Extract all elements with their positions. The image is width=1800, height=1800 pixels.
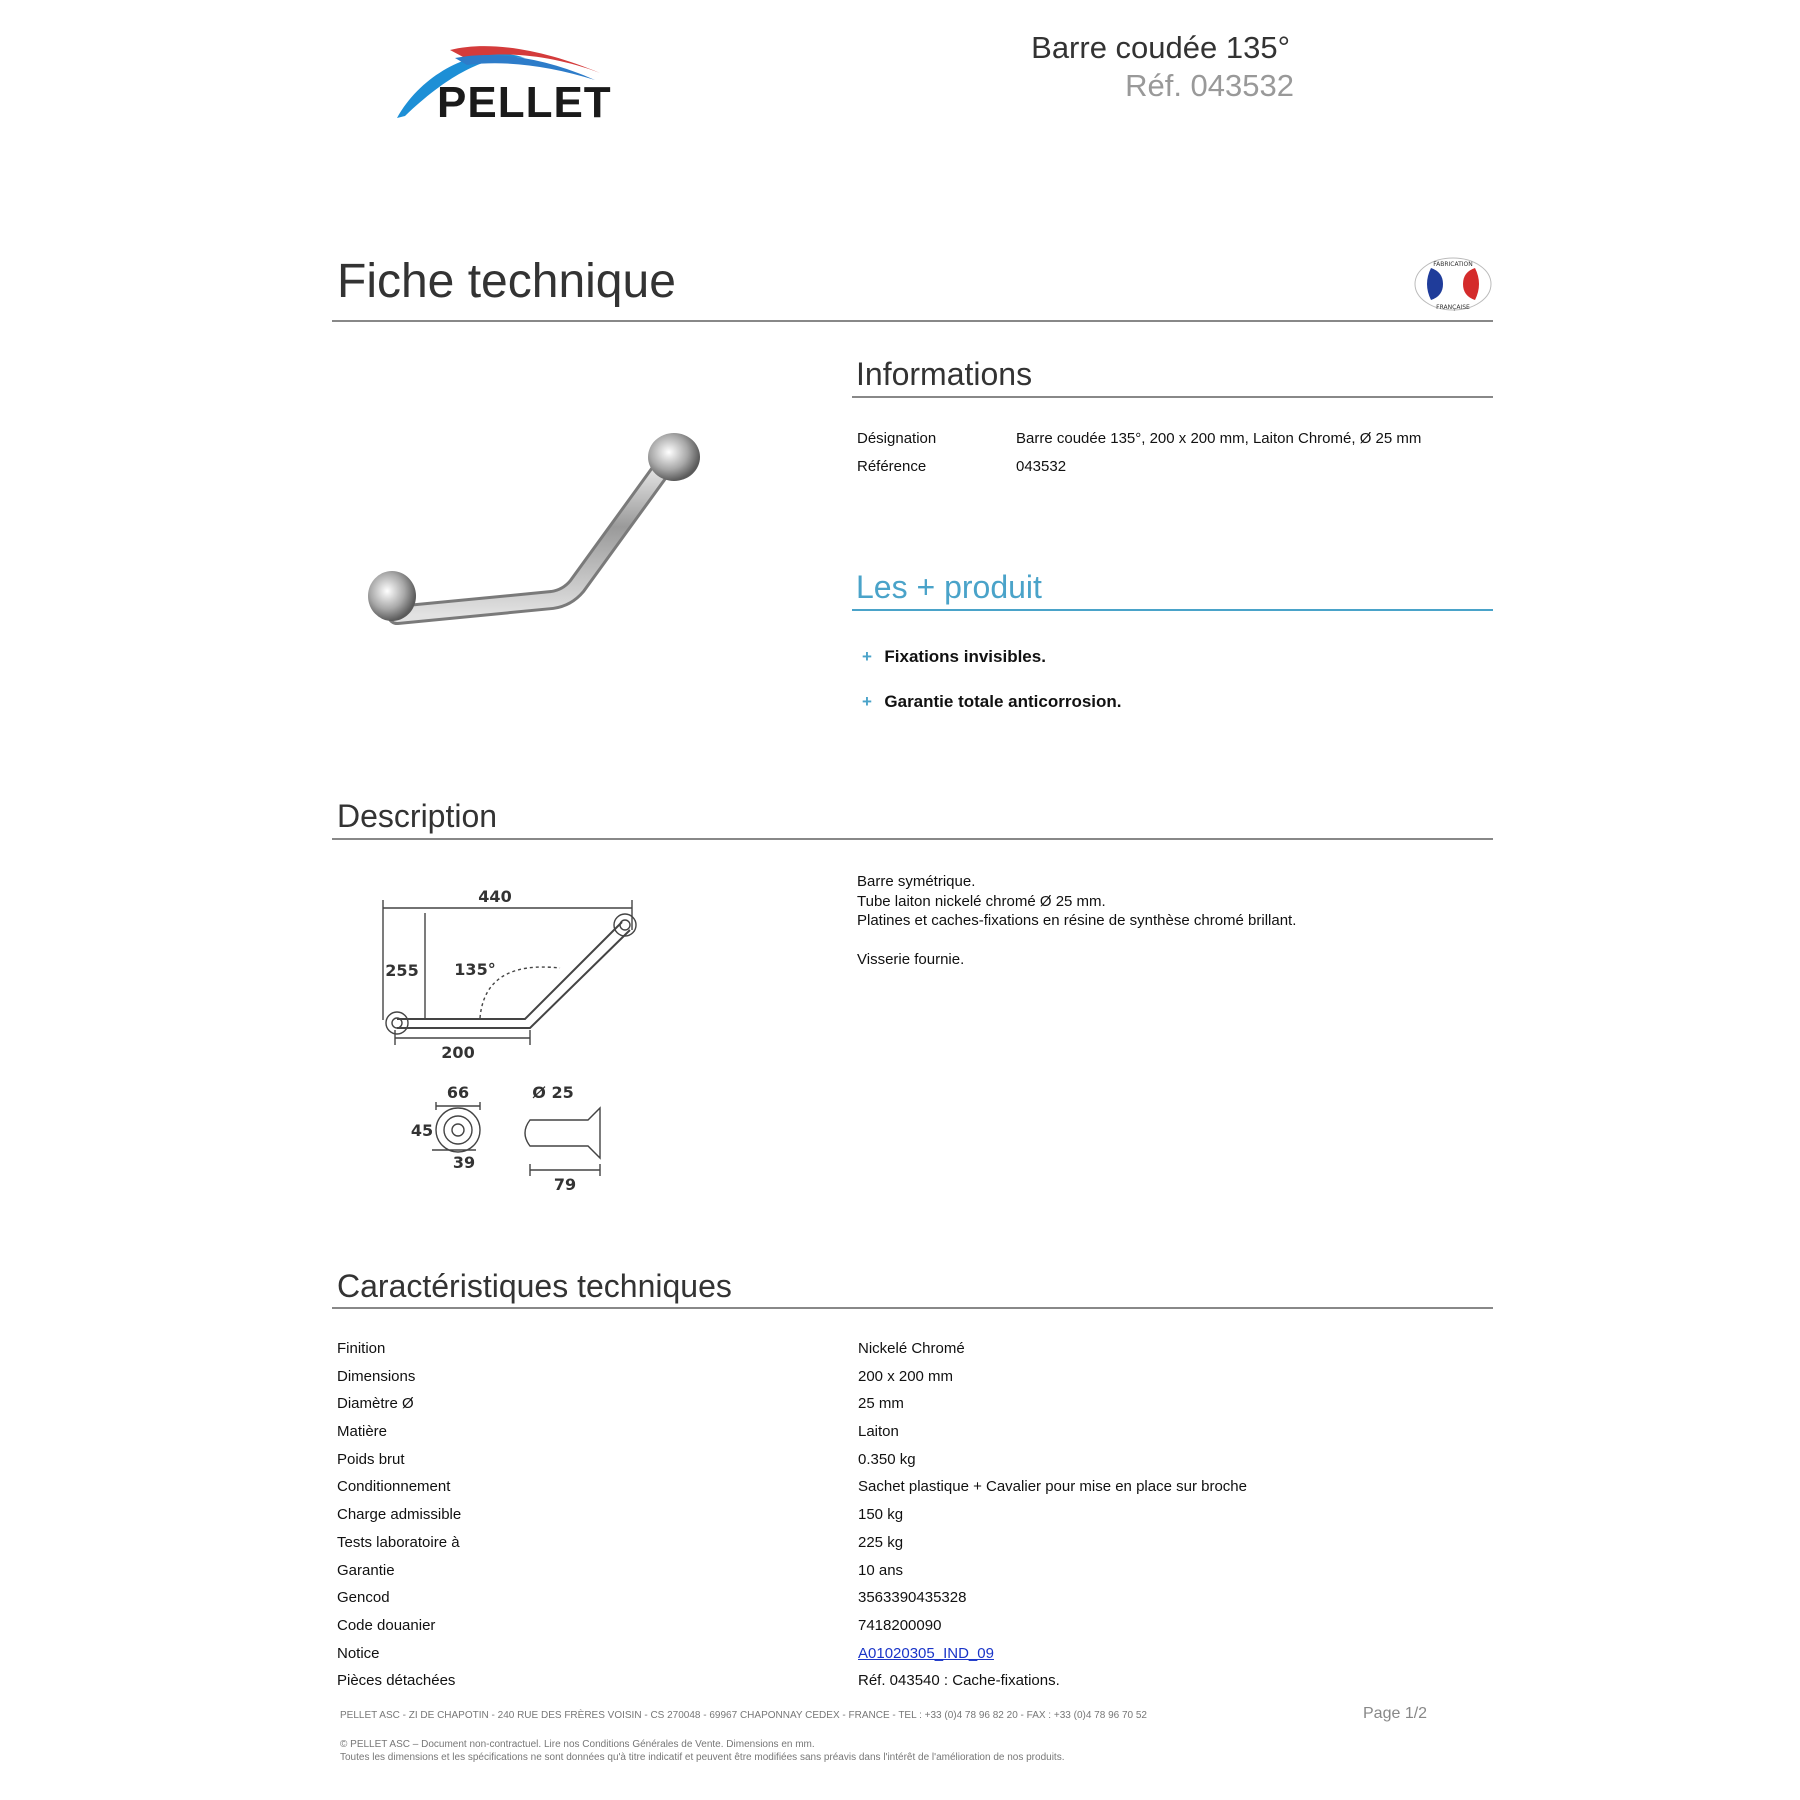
spec-value: 0.350 kg xyxy=(858,1450,916,1468)
table-row xyxy=(337,1617,1497,1645)
copyright-line: © PELLET ASC – Document non-contractuel. Lire nos Conditions Générales de Vente. Dimensions en mm. xyxy=(340,1739,815,1750)
spec-value: Laiton xyxy=(858,1423,899,1441)
notice-link[interactable]: A01020305_IND_09 xyxy=(858,1644,994,1662)
description-line: Platines et caches-fixations en résine de synthèse chromé brillant. xyxy=(857,912,1297,929)
dim-plate-height: 45 xyxy=(410,1121,434,1140)
technical-drawing xyxy=(370,880,670,1200)
spec-value: 200 x 200 mm xyxy=(858,1367,954,1385)
dim-diameter: Ø 25 xyxy=(532,1083,574,1102)
spec-value: Réf. 043540 : Cache-fixations. xyxy=(858,1672,1060,1690)
dim-bottom: 200 xyxy=(441,1043,475,1062)
spec-label: Diamètre Ø xyxy=(337,1395,414,1413)
spec-label: Matière xyxy=(337,1423,388,1441)
dim-angle: 135° xyxy=(454,960,496,979)
product-reference: Réf. 043532 xyxy=(1125,68,1294,103)
description-line: Barre symétrique. xyxy=(857,873,976,890)
description-line: Visserie fournie. xyxy=(857,951,965,968)
caracteristiques-heading: Caractéristiques techniques xyxy=(337,1268,732,1304)
description-heading: Description xyxy=(337,798,498,834)
table-row xyxy=(337,1368,1497,1396)
spec-label: Finition xyxy=(337,1340,386,1357)
table-row xyxy=(337,1506,1497,1534)
spec-value: 3563390435328 xyxy=(858,1589,967,1607)
benefit-item xyxy=(862,692,1122,712)
plus-produit-divider xyxy=(852,609,1493,611)
footer-copyright xyxy=(340,1738,1064,1764)
table-row xyxy=(337,1451,1497,1479)
benefit-text: Fixations invisibles. xyxy=(884,647,1046,666)
table-row xyxy=(337,1395,1497,1423)
product-photo xyxy=(362,360,707,695)
benefit-text: Garantie totale anticorrosion. xyxy=(884,692,1122,711)
spec-value: 7418200090 xyxy=(858,1616,942,1634)
description-text xyxy=(857,872,1296,970)
badge-top-text: FABRICATION xyxy=(1433,261,1473,268)
spec-label: Charge admissible xyxy=(337,1506,462,1524)
plus-produit-heading: Les + produit xyxy=(856,569,1042,605)
info-label-designation: Désignation xyxy=(857,430,937,447)
page-number: Page 1/2 xyxy=(1363,1705,1428,1722)
description-divider xyxy=(332,838,1493,840)
brand-name: PELLET xyxy=(437,78,612,127)
spec-label: Poids brut xyxy=(337,1450,405,1468)
spec-label: Pièces détachées xyxy=(337,1672,456,1690)
fabrication-francaise-badge xyxy=(1413,256,1493,312)
disclaimer-line: Toutes les dimensions et les spécifications ne sont données qu'à titre indicatif et peuvent être modifiées sans préavis dans l'intérêt de l'amélioration de nos produits. xyxy=(340,1752,1065,1763)
spec-label: Garantie xyxy=(337,1561,395,1579)
spec-value: Nickelé Chromé xyxy=(858,1340,965,1357)
benefit-item xyxy=(862,647,1046,667)
table-row xyxy=(337,1562,1497,1590)
dim-length: 440 xyxy=(478,887,512,906)
spec-label: Conditionnement xyxy=(337,1478,451,1496)
dim-plate-inner: 39 xyxy=(452,1153,476,1172)
description-line xyxy=(857,931,1296,951)
spec-value: 10 ans xyxy=(858,1561,904,1579)
spec-value: Sachet plastique + Cavalier pour mise en place sur broche xyxy=(858,1478,1247,1496)
page-title: Fiche technique xyxy=(337,255,676,308)
table-row xyxy=(337,1478,1497,1506)
table-row xyxy=(337,1645,1497,1673)
badge-bottom-text: FRANÇAISE xyxy=(1436,304,1470,311)
table-row xyxy=(337,1672,1497,1700)
caracteristiques-divider xyxy=(332,1307,1493,1309)
info-value-designation: Barre coudée 135°, 200 x 200 mm, Laiton Chromé, Ø 25 mm xyxy=(1016,430,1422,447)
spec-label: Gencod xyxy=(337,1589,390,1607)
dim-depth: 79 xyxy=(553,1175,577,1194)
product-title: Barre coudée 135° xyxy=(1031,30,1290,65)
dim-plate-width: 66 xyxy=(446,1083,470,1102)
spec-value: 25 mm xyxy=(858,1395,904,1413)
table-row xyxy=(337,1589,1497,1617)
informations-heading: Informations xyxy=(856,356,1033,392)
info-label-reference: Référence xyxy=(857,458,927,475)
spec-label: Notice xyxy=(337,1644,380,1662)
pellet-logo xyxy=(395,38,635,128)
spec-label: Code douanier xyxy=(337,1616,436,1634)
specs-table xyxy=(337,1340,1497,1700)
table-row xyxy=(337,1340,1497,1368)
title-divider xyxy=(332,320,1493,322)
informations-divider xyxy=(852,396,1493,398)
table-row xyxy=(337,1423,1497,1451)
description-line: Tube laiton nickelé chromé Ø 25 mm. xyxy=(857,892,1106,910)
spec-label: Tests laboratoire à xyxy=(337,1533,460,1551)
footer-address: PELLET ASC - ZI DE CHAPOTIN - 240 RUE DES FRÈRES VOISIN - CS 270048 - 69967 CHAPONNAY CEDEX - FRANCE - TEL : +33 (0)4 78 96 82 20 - FAX : +33 (0)4 78 96 70 52 xyxy=(340,1710,1147,1721)
french-flag-icon xyxy=(1413,256,1493,312)
plus-icon: + xyxy=(862,647,872,666)
dim-height: 255 xyxy=(385,961,419,980)
table-row xyxy=(337,1534,1497,1562)
spec-value: 150 kg xyxy=(858,1506,904,1524)
info-value-reference: 043532 xyxy=(1016,458,1067,475)
spec-value: 225 kg xyxy=(858,1533,904,1551)
spec-label: Dimensions xyxy=(337,1367,416,1385)
plus-icon: + xyxy=(862,692,872,711)
